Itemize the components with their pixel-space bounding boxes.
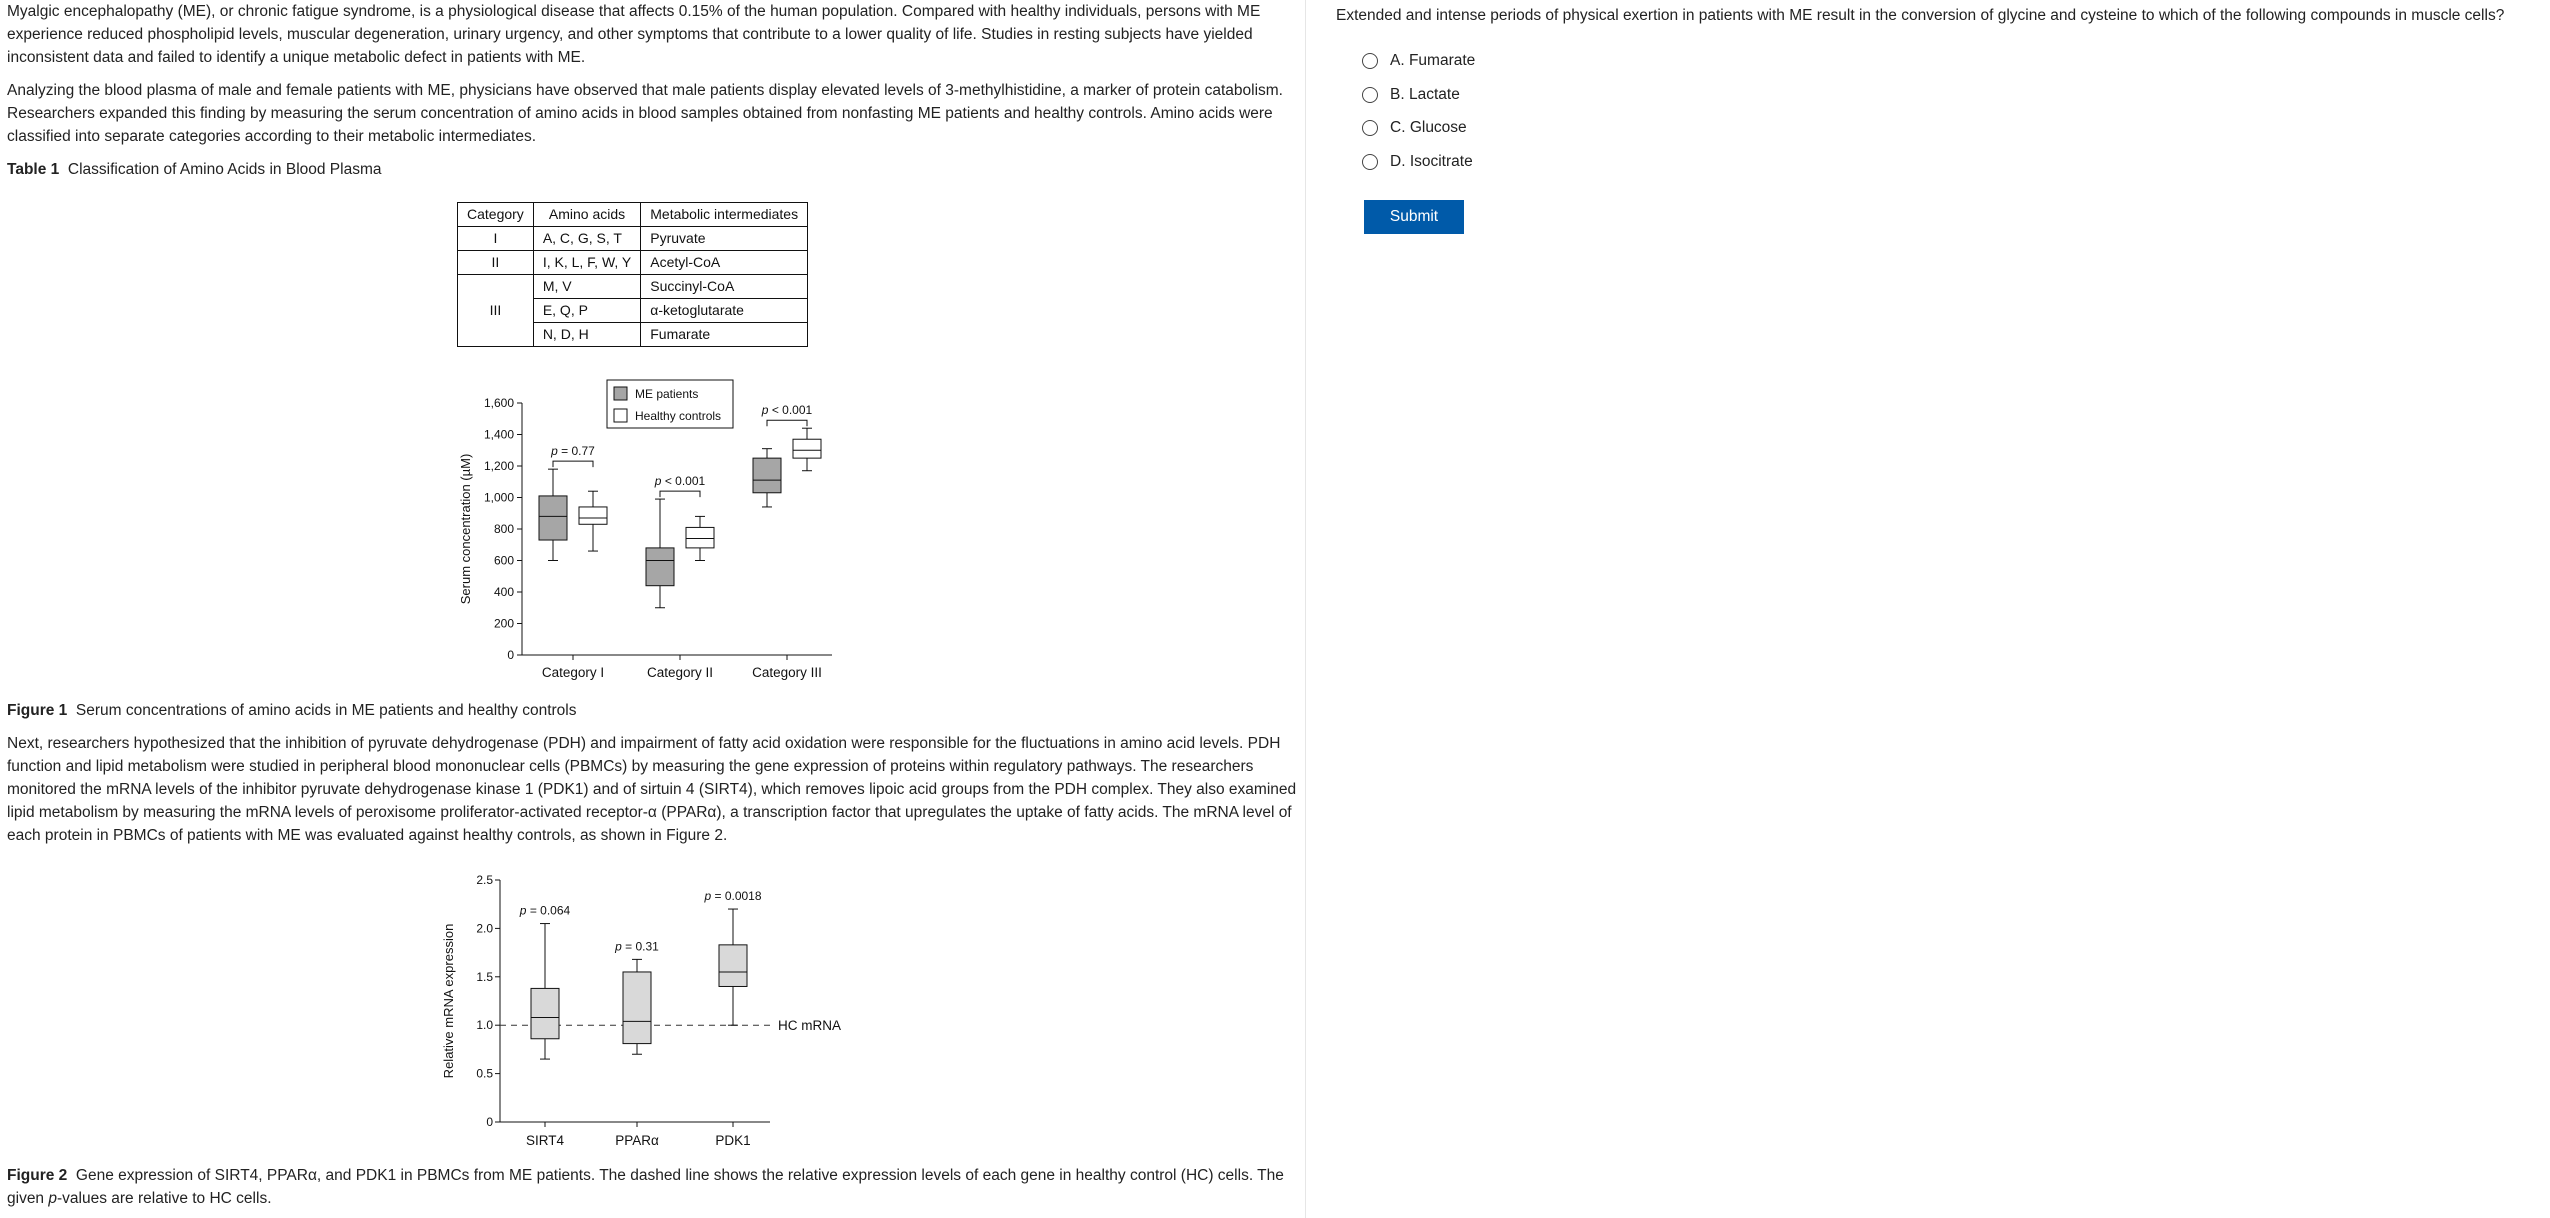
p-value-label: p = 0.31 xyxy=(615,939,659,954)
answer-option-d[interactable] xyxy=(1362,150,1473,174)
x-tick-label: Category III xyxy=(752,665,822,680)
box-me-3 xyxy=(753,458,781,493)
figure2-caption xyxy=(7,1164,1297,1210)
answer-option-c[interactable] xyxy=(1362,116,1467,140)
y-tick-label: 2.5 xyxy=(476,873,493,887)
table1-label: Table 1 xyxy=(7,161,60,178)
box-pdk1 xyxy=(719,945,747,987)
y-tick-label: 0 xyxy=(486,1115,493,1129)
table-header-row xyxy=(458,203,808,227)
box-me-2 xyxy=(646,548,674,586)
figure1-boxplot-chart xyxy=(440,375,860,690)
table-cell-category: III xyxy=(458,275,534,347)
y-tick-label: 1,000 xyxy=(483,490,514,505)
y-axis-label: Relative mRNA expression xyxy=(441,923,456,1079)
figure2-label: Figure 2 xyxy=(7,1167,68,1184)
question-pane xyxy=(1306,0,2550,1218)
y-tick-label: 1.0 xyxy=(476,1018,493,1033)
y-tick-label: 1,200 xyxy=(483,459,514,473)
x-tick-label: PDK1 xyxy=(715,1133,751,1148)
table-header-cell: Amino acids xyxy=(533,203,640,227)
y-tick-label: 1.5 xyxy=(476,969,493,984)
table-cell-intermediate: Fumarate xyxy=(641,323,808,347)
passage-paragraph-3: Next, researchers hypothesized that the inhibition of pyruvate dehydrogenase (PDH) and impairment of fatty acid oxidation were responsible for the fluctuations in amino acid levels. PDH function and lipid metabolism were studied in peripheral blood mononuclear cells (PBMCs) by measuring the gene expression of proteins within regulatory pathways. The researchers monitored the mRNA levels of the inhibitor pyruvate dehydrogenase kinase 1 (PDK1) and of sirtuin 4 (SIRT4), which removes lipoic acid groups from the PDH complex. They also examined lipid metabolism by measuring the mRNA levels of peroxisome proliferator-activated receptor-α (PPARα), a transcription factor that upregulates the uptake of fatty acids. The mRNA level of each protein in PBMCs of patients with ME was evaluated against healthy controls, as shown in Figure 2. xyxy=(7,735,1297,844)
table-cell-amino-acids: M, V xyxy=(533,275,640,299)
significance-bracket xyxy=(553,461,593,467)
x-tick-label: Category I xyxy=(541,665,605,680)
legend xyxy=(607,380,733,428)
y-tick-label: 600 xyxy=(493,553,514,568)
y-tick-label: 0.5 xyxy=(476,1066,493,1081)
table-cell-intermediate: α-ketoglutarate xyxy=(641,299,808,323)
y-tick-label: 400 xyxy=(493,585,514,599)
significance-bracket xyxy=(660,491,700,497)
legend-swatch xyxy=(614,387,627,400)
table-header-cell: Category xyxy=(458,203,534,227)
y-tick-label: 1,400 xyxy=(483,427,514,442)
option-letter: D. xyxy=(1390,153,1406,170)
table-row xyxy=(458,275,808,299)
y-axis-label: Serum concentration (µM) xyxy=(458,453,473,605)
option-letter: C. xyxy=(1390,119,1406,136)
passage-paragraph-1: Myalgic encephalopathy (ME), or chronic fatigue syndrome, is a physiological disease that affects 0.15% of the human population. Compared with healthy individuals, persons with ME experience reduced phospholipid levels, muscular degeneration, urinary urgency, and other symptoms that contribute to a lower quality of life. Studies in resting subjects have yielded inconsistent data and failed to identify a unique metabolic defect in patients with ME. xyxy=(7,3,1261,66)
question-stem: Extended and intense periods of physical exertion in patients with ME result in the conversion of glycine and cysteine to which of the following compounds in muscle cells? xyxy=(1336,7,2505,24)
x-tick-label: PPARα xyxy=(615,1133,659,1148)
table-row xyxy=(458,227,808,251)
table1-caption xyxy=(7,158,1297,181)
option-text: Isocitrate xyxy=(1409,153,1473,170)
table-cell-intermediate: Pyruvate xyxy=(641,227,808,251)
legend-swatch xyxy=(614,409,627,422)
table-cell-amino-acids: A, C, G, S, T xyxy=(533,227,640,251)
box-hc-2 xyxy=(686,527,714,547)
y-tick-label: 200 xyxy=(493,616,514,631)
passage-paragraph-2: Analyzing the blood plasma of male and female patients with ME, physicians have observed that male patients display elevated levels of 3-methylhistidine, a marker of protein catabolism. Researchers expanded this finding by measuring the serum concentration of amino acids in blood samples obtained from nonfasting ME patients and healthy controls. Amino acids were classified into separate categories according to their metabolic intermediates. xyxy=(7,82,1283,145)
p-value-label: p = 0.064 xyxy=(519,903,571,918)
answer-option-b[interactable] xyxy=(1362,83,1460,107)
box-me-1 xyxy=(539,496,567,540)
legend-label: ME patients xyxy=(635,387,699,401)
figure2-caption-after: -values are relative to HC cells. xyxy=(57,1190,272,1207)
option-letter: A. xyxy=(1390,52,1405,69)
figure1-label: Figure 1 xyxy=(7,702,68,719)
figure1-caption xyxy=(7,699,1297,722)
table-cell-amino-acids: E, Q, P xyxy=(533,299,640,323)
p-value-label: p = 0.0018 xyxy=(704,889,762,904)
table-cell-amino-acids: N, D, H xyxy=(533,323,640,347)
figure2-caption-p: p xyxy=(48,1190,57,1207)
option-letter: B. xyxy=(1390,86,1405,103)
box-sirt4 xyxy=(531,988,559,1038)
table1-title: Classification of Amino Acids in Blood Plasma xyxy=(67,161,382,178)
x-tick-label: Category II xyxy=(646,665,714,680)
p-value-label: p < 0.001 xyxy=(761,403,813,418)
radio-button-icon[interactable] xyxy=(1362,120,1378,136)
figure2-caption-before: Gene expression of SIRT4, PPARα, and PDK1 in PBMCs from ME patients. The dashed line shows the relative expression levels of each gene in healthy control (HC) cells. The given xyxy=(7,1167,1284,1207)
radio-button-icon[interactable] xyxy=(1362,154,1378,170)
option-text: Fumarate xyxy=(1408,52,1476,69)
radio-button-icon[interactable] xyxy=(1362,53,1378,69)
answer-option-a[interactable] xyxy=(1362,49,1475,73)
radio-button-icon[interactable] xyxy=(1362,87,1378,103)
y-tick-label: 1,600 xyxy=(483,396,514,410)
table-cell-category: II xyxy=(458,251,534,275)
significance-bracket xyxy=(767,420,807,426)
table-header-cell: Metabolic intermediates xyxy=(641,203,808,227)
y-tick-label: 2.0 xyxy=(476,921,493,936)
p-value-label: p = 0.77 xyxy=(551,444,595,459)
y-tick-label: 800 xyxy=(493,522,514,536)
option-text: Lactate xyxy=(1408,86,1460,103)
table-cell-amino-acids: I, K, L, F, W, Y xyxy=(533,251,640,275)
submit-button[interactable]: Submit xyxy=(1364,200,1464,234)
x-tick-label: SIRT4 xyxy=(525,1133,565,1148)
table-row xyxy=(458,251,808,275)
box-hc-3 xyxy=(793,439,821,458)
hc-reference-label: HC mRNA xyxy=(778,1018,841,1034)
figure2-boxplot-chart xyxy=(435,865,865,1155)
amino-acid-table xyxy=(457,202,808,347)
box-ppar xyxy=(623,972,651,1044)
box-hc-1 xyxy=(579,507,607,524)
p-value-label: p < 0.001 xyxy=(654,474,706,489)
option-text: Glucose xyxy=(1409,119,1467,136)
table-cell-category: I xyxy=(458,227,534,251)
legend-label: Healthy controls xyxy=(635,409,722,423)
y-tick-label: 0 xyxy=(507,648,514,662)
table-cell-intermediate: Acetyl-CoA xyxy=(641,251,808,275)
figure1-caption-text: Serum concentrations of amino acids in ME patients and healthy controls xyxy=(75,702,577,719)
table-cell-intermediate: Succinyl-CoA xyxy=(641,275,808,299)
